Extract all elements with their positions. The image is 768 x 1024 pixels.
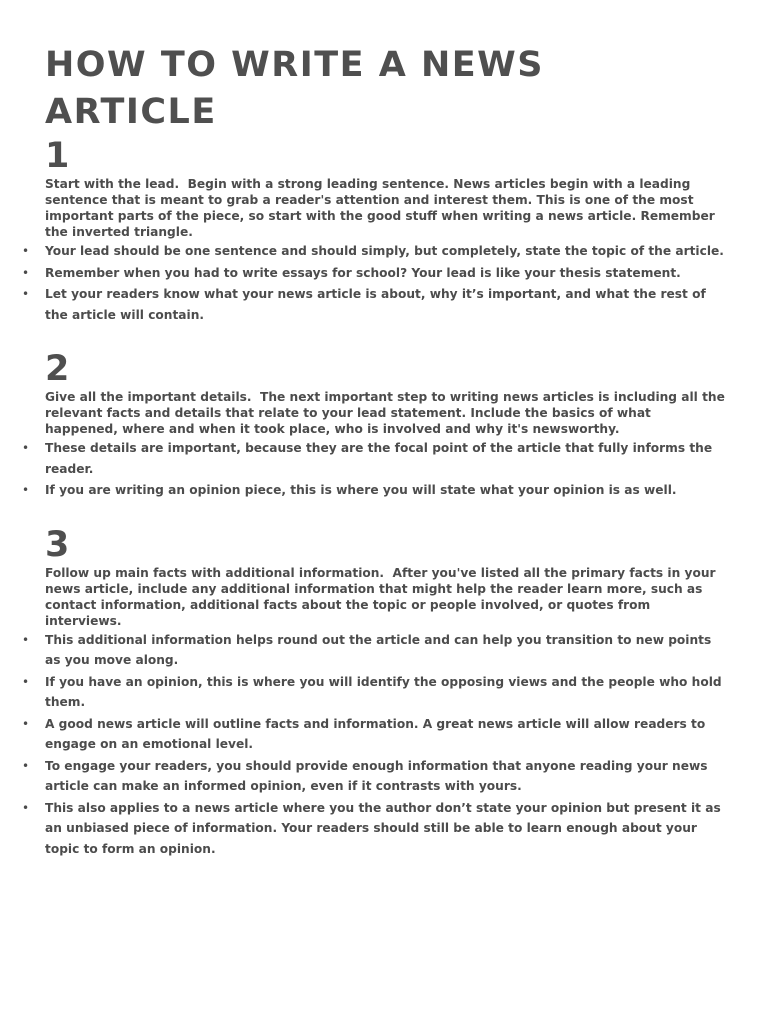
- bullet-icon: •: [22, 800, 30, 815]
- bullet-list: [22, 629, 725, 860]
- bullet-icon: •: [22, 716, 30, 731]
- bullet-item: [22, 262, 725, 284]
- bullet-icon: •: [22, 244, 30, 258]
- bullet-text: If you have an opinion, this is where you will identify the opposing views and the people who hold them.: [45, 674, 722, 709]
- bullet-icon: •: [22, 287, 30, 301]
- bullet-list: [22, 437, 725, 501]
- bullet-text: These details are important, because they are the focal point of the article that fully informs the reader.: [45, 441, 713, 476]
- step-section-2: [22, 349, 730, 501]
- bullet-text: Remember when you had to write essays for school? Your lead is like your thesis statement.: [45, 265, 681, 280]
- bullet-text: This also applies to a news article where you the author don’t state your opinion but present it as an unbiased piece of information. Your readers should still be able to learn enough about your topic to form an opinion.: [45, 800, 721, 856]
- bullet-icon: •: [22, 483, 30, 497]
- document-title: HOW TO WRITE A NEWS ARTICLE: [45, 45, 544, 132]
- step-number: 2: [45, 349, 70, 389]
- step-section-1: [22, 136, 725, 325]
- bullet-icon: •: [22, 758, 30, 773]
- bullet-icon: •: [22, 674, 30, 689]
- document-page: [22, 40, 730, 859]
- bullet-icon: •: [22, 265, 30, 280]
- bullet-text: Your lead should be one sentence and should simply, but completely, state the topic of the article.: [45, 244, 724, 258]
- bullet-text: This additional information helps round out the article and can help you transition to new points as you move along.: [45, 632, 712, 667]
- step-section-3: [22, 524, 725, 860]
- step-intro-paragraph: Give all the important details. The next important step to writing news articles is including all the relevant facts and details that relate to your lead statement. Include the basics of what happened, where and when it took place, who is involved and why it's newsworthy.: [45, 390, 730, 436]
- bullet-list: [22, 240, 725, 325]
- section-spacer: [45, 325, 725, 349]
- bullet-item: [22, 479, 725, 501]
- bullet-item: [22, 240, 725, 262]
- bullet-item: [22, 671, 725, 713]
- bullet-item: [22, 797, 725, 860]
- bullet-item: [22, 437, 725, 479]
- bullet-text: Let your readers know what your news article is about, why it’s important, and what the rest of the article will contain.: [45, 287, 706, 322]
- step-intro-paragraph: Follow up main facts with additional information. After you've listed all the primary facts in your news article, include any additional information that might help the reader learn more, such as contact information, additional facts about the topic or people involved, or quotes from interviews.: [45, 565, 720, 628]
- step-number: 3: [45, 524, 70, 565]
- bullet-item: [22, 283, 725, 325]
- bullet-item: [22, 755, 725, 797]
- bullet-icon: •: [22, 632, 30, 647]
- bullet-text: If you are writing an opinion piece, this is where you will state what your opinion is as well.: [45, 483, 677, 497]
- bullet-text: To engage your readers, you should provide enough information that anyone reading your news article can make an informed opinion, even if it contrasts with yours.: [45, 758, 708, 793]
- step-intro-paragraph: Start with the lead. Begin with a strong leading sentence. News articles begin with a leading sentence that is meant to grab a reader's attention and interest them. This is one of the most important parts of the piece, so start with the good stuff when writing a news article. Remember the inverted triangle.: [45, 177, 720, 239]
- bullet-item: [22, 629, 725, 671]
- bullet-icon: •: [22, 441, 30, 455]
- section-spacer: [45, 501, 725, 525]
- bullet-item: [22, 713, 725, 755]
- step-number: 1: [45, 136, 70, 176]
- bullet-text: A good news article will outline facts and information. A great news article will allow readers to engage on an emotional level.: [45, 716, 706, 751]
